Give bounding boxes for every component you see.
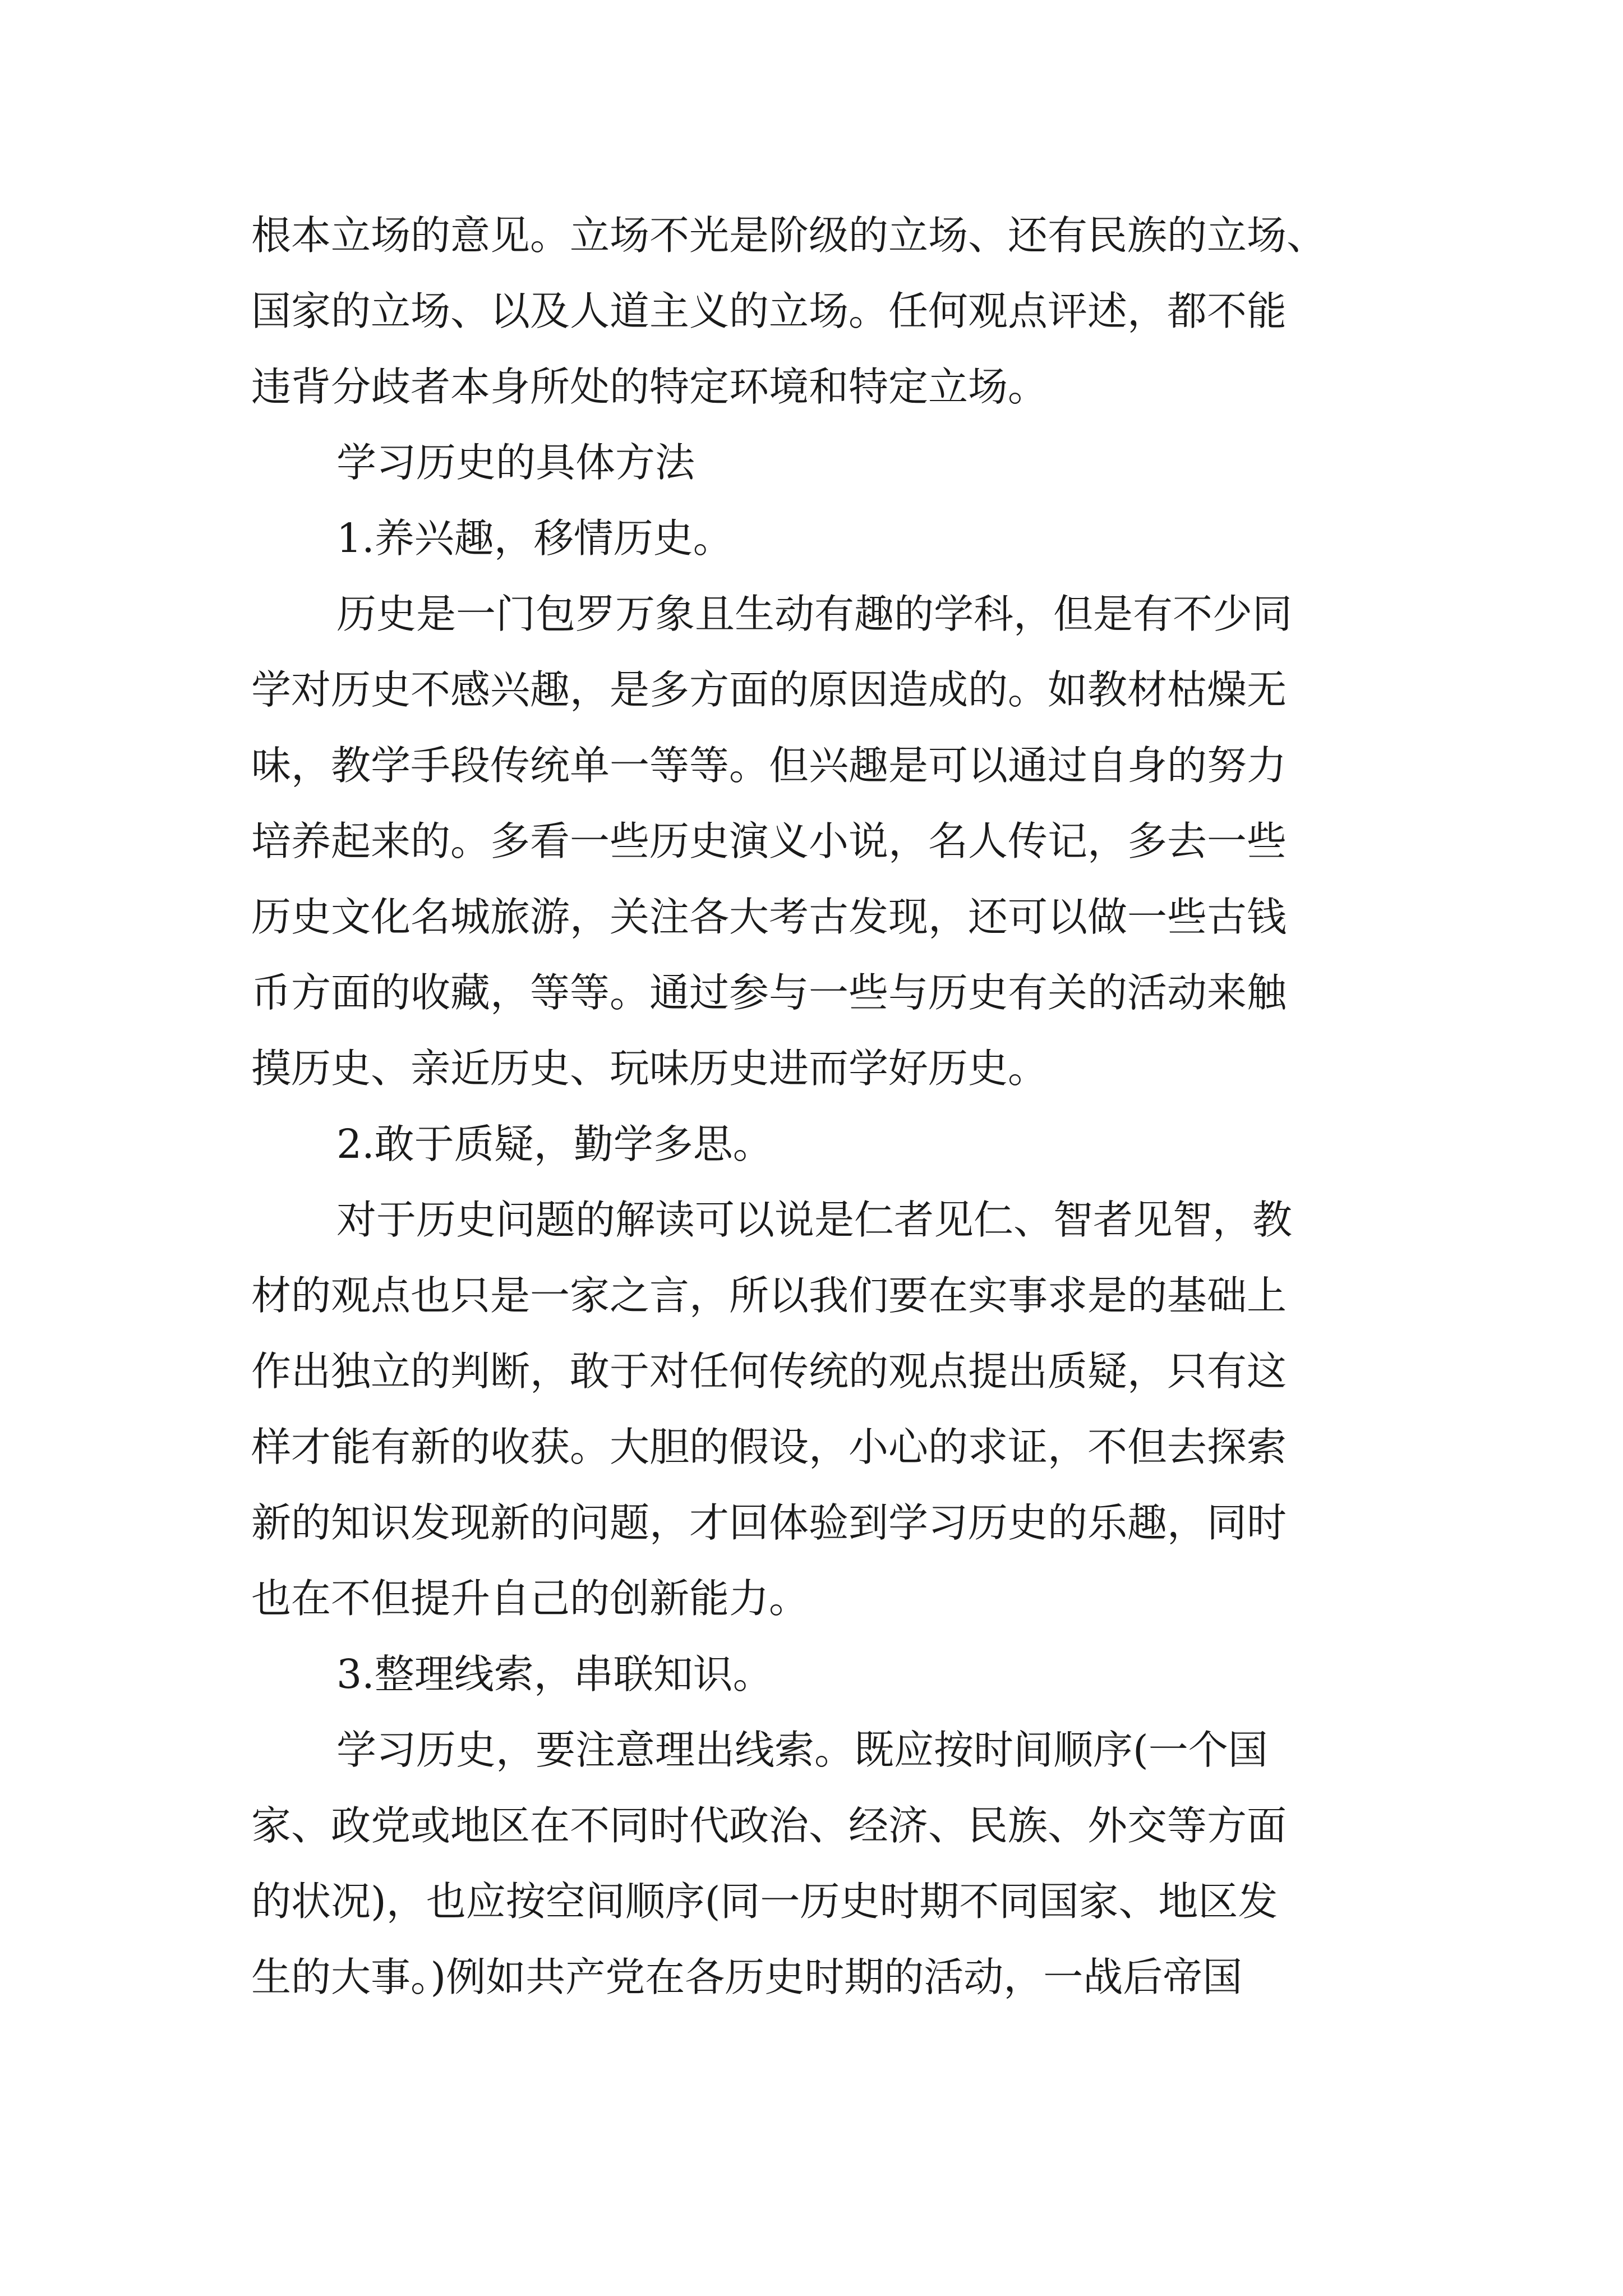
text-line: 国家的立场、以及人道主义的立场。任何观点评述，都不能 [251,288,1287,334]
text-line: 生的大事。)例如共产党在各历史时期的活动，一战后帝国 [251,1954,1243,2000]
text-line: 历史是一门包罗万象且生动有趣的学科，但是有不少同 [336,591,1293,637]
text-line: 币方面的收藏，等等。通过参与一些与历史有关的活动来触 [251,969,1287,1016]
text-line: 摸历史、亲近历史、玩味历史进而学好历史。 [251,1045,1048,1092]
text-line: 味，教学手段传统单一等等。但兴趣是可以通过自身的努力 [251,742,1287,789]
text-line: 家、政党或地区在不同时代政治、经济、民族、外交等方面 [251,1802,1287,1849]
text-line: 历史文化名城旅游，关注各大考古发现，还可以做一些古钱 [251,894,1287,940]
text-line: 学对历史不感兴趣，是多方面的原因造成的。如教材枯燥无 [251,666,1287,713]
subheading: 1.养兴趣，移情历史。 [336,515,733,562]
text-line: 作出独立的判断，敢于对任何传统的观点提出质疑，只有这 [251,1348,1287,1395]
text-line: 根本立场的意见。立场不光是阶级的立场、还有民族的立场、 [251,212,1327,259]
text-line: 材的观点也只是一家之言，所以我们要在实事求是的基础上 [251,1272,1287,1319]
subheading: 3.整理线索，串联知识。 [336,1651,773,1697]
text-line: 违背分歧者本身所处的特定环境和特定立场。 [251,364,1048,410]
text-line: 样才能有新的收获。大胆的假设，小心的求证，不但去探索 [251,1424,1287,1470]
section-heading: 学习历史的具体方法 [336,439,695,486]
text-line: 对于历史问题的解读可以说是仁者见仁、智者见智，教 [336,1197,1293,1243]
text-line: 新的知识发现新的问题，才回体验到学习历史的乐趣，同时 [251,1499,1287,1546]
text-line: 学习历史，要注意理出线索。既应按时间顺序(一个国 [336,1727,1268,1773]
text-line: 的状况)，也应按空间顺序(同一历史时期不同国家、地区发 [251,1878,1278,1925]
text-line: 也在不但提升自己的创新能力。 [251,1575,809,1622]
text-line: 培养起来的。多看一些历史演义小说，名人传记，多去一些 [251,818,1287,864]
subheading: 2.敢于质疑，勤学多思。 [336,1121,773,1167]
